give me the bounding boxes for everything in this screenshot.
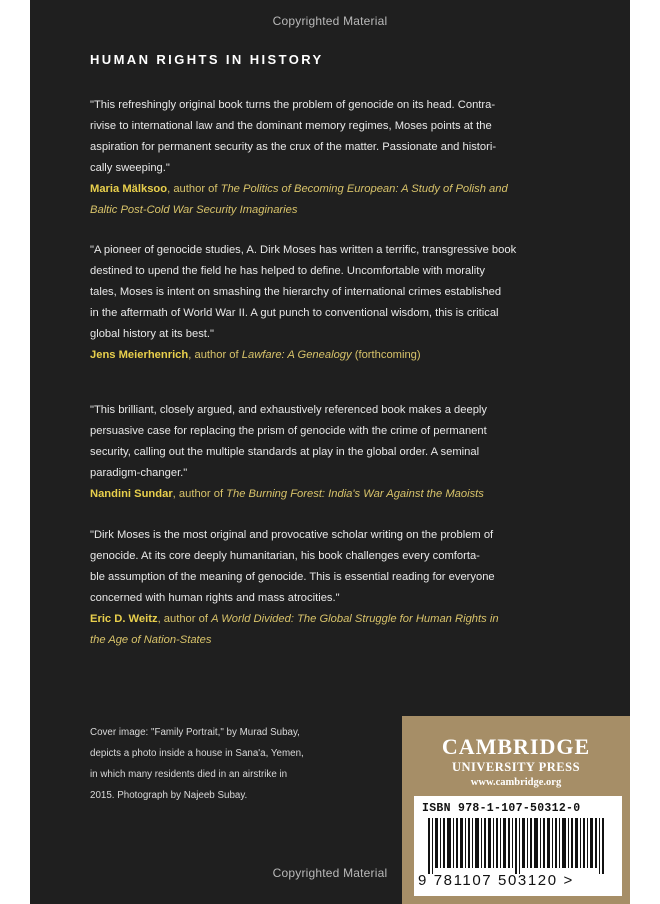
quote-line: destined to upend the field he has helped to define. Uncomfortable with morality <box>90 265 485 277</box>
cover-image-credit <box>90 722 350 806</box>
endorsement-4 <box>90 525 626 651</box>
credit-line: 2015. Photograph by Najeeb Subay. <box>90 790 248 801</box>
quote-line: ble assumption of the meaning of genocide. This is essential reading for everyone <box>90 571 495 583</box>
endorser-name: Nandini Sundar <box>90 488 173 500</box>
endorsement-1 <box>90 95 626 221</box>
quote-line: genocide. At its core deeply humanitarian, his book challenges every comforta- <box>90 550 480 562</box>
attribution <box>90 345 626 366</box>
quote-line: tales, Moses is intent on smashing the hierarchy of international crimes established <box>90 286 502 298</box>
endorser-name: Eric D. Weitz <box>90 613 158 625</box>
book-title-cont: the Age of Nation-States <box>90 634 212 646</box>
quote-line: "A pioneer of genocide studies, A. Dirk Moses has written a terrific, transgressive book <box>90 244 517 256</box>
book-title: A World Divided: The Global Struggle for Human Rights in <box>211 613 499 625</box>
publisher-press: UNIVERSITY PRESS <box>451 760 581 774</box>
book-title: The Politics of Becoming European: A Study of Polish and <box>220 183 508 195</box>
attribution <box>90 484 626 505</box>
quote-line: global history at its best." <box>90 328 214 340</box>
attribution <box>90 609 626 630</box>
book-title: The Burning Forest: India's War Against the Maoists <box>226 488 484 500</box>
publisher-website: www.cambridge.org <box>470 777 562 788</box>
quote-line: in the aftermath of World War II. A gut punch to conventional wisdom, this is critical <box>90 307 499 319</box>
author-of: , author of <box>157 613 212 625</box>
author-of: , author of <box>188 349 242 361</box>
quote-line: "This brilliant, closely argued, and exhaustively referenced book makes a deeply <box>90 404 487 416</box>
author-of: , author of <box>167 183 221 195</box>
quote-line: aspiration for permanent security as the crux of the matter. Passionate and histori- <box>90 141 497 153</box>
book-title-cont: Baltic Post-Cold War Security Imaginaries <box>90 204 298 216</box>
series-title: HUMAN RIGHTS IN HISTORY <box>90 52 324 67</box>
credit-line: Cover image: "Family Portrait," by Murad Subay, <box>90 727 300 738</box>
title-suffix: (forthcoming) <box>351 349 421 361</box>
attribution-cont <box>90 630 626 651</box>
quote-line: rivise to international law and the dominant memory regimes, Moses points at the <box>90 120 492 132</box>
attribution-cont <box>90 200 626 221</box>
endorsement-2 <box>90 240 626 366</box>
quote-line: "This refreshingly original book turns the problem of genocide on its head. Contra- <box>90 99 496 111</box>
watermark-top: Copyrighted Material <box>272 14 388 28</box>
book-title: Lawfare: A Genealogy <box>241 349 352 361</box>
quote-line: cally sweeping." <box>90 162 170 174</box>
quote-line: security, calling out the multiple standards at play in the global order. A seminal <box>90 446 480 458</box>
credit-line: depicts a photo inside a house in Sana'a, Yemen, <box>90 748 304 759</box>
watermark-bottom: Copyrighted Material <box>272 866 388 880</box>
isbn-text: ISBN 978-1-107-50312-0 <box>422 802 581 815</box>
barcode-digits: 9 781107 503120 > <box>418 872 574 889</box>
attribution <box>90 179 626 200</box>
author-of: , author of <box>172 488 227 500</box>
quote-line: "Dirk Moses is the most original and provocative scholar writing on the problem of <box>90 529 494 541</box>
endorsement-3 <box>90 400 626 505</box>
barcode-label <box>414 796 622 896</box>
quote-line: persuasive case for replacing the prism of genocide with the crime of permanent <box>90 425 487 437</box>
endorser-name: Maria Mälksoo <box>90 183 168 195</box>
quote-line: paradigm-changer." <box>90 467 188 479</box>
publisher-name: CAMBRIDGE <box>441 734 591 759</box>
credit-line: in which many residents died in an airstrike in <box>90 769 288 780</box>
endorser-name: Jens Meierhenrich <box>90 349 189 361</box>
book-back-cover <box>30 0 630 904</box>
quote-line: concerned with human rights and mass atrocities." <box>90 592 340 604</box>
